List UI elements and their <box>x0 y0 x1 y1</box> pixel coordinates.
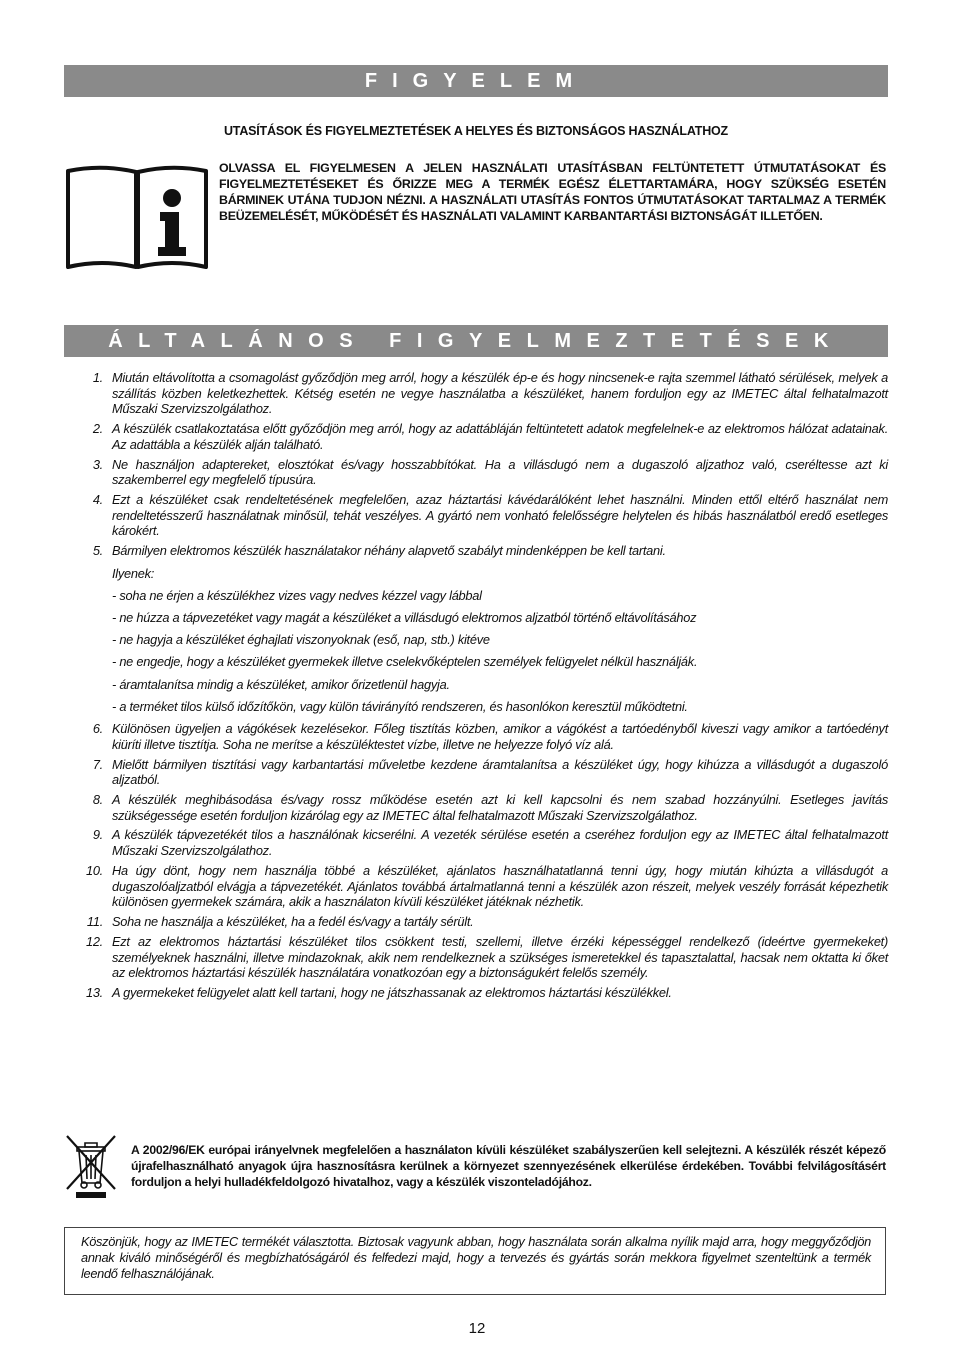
list-item <box>64 421 888 452</box>
item-text: A készülék tápvezetékét tilos a használónak kicserélni. A vezeték sérülése esetén a cseréhez forduljon egy az IMETEC által felhatalmazott Műszaki Szervizszolgálathoz. <box>112 827 888 859</box>
list-item <box>64 985 888 1001</box>
list-item <box>64 934 888 981</box>
item-number: 8. <box>92 792 103 807</box>
item-text: Ne használjon adaptereket, elosztókat és/vagy hosszabbítókat. Ha a villásdugó nem a dugaszoló aljzathoz való, cseréltesse azt ki szakemberrel egy megfelelő típusúra. <box>112 456 888 488</box>
list-item <box>64 721 888 752</box>
sub-list-item: - soha ne érjen a készülékhez vizes vagy nedves kézzel vagy lábbal <box>112 587 482 603</box>
item-number: 2. <box>92 421 103 437</box>
sub-list-item: - a terméket tilos külső időzítőkön, vagy külön távirányító rendszeren, és hasonlókon keresztül működtetni. <box>112 698 688 714</box>
item-number: 10. <box>85 862 103 878</box>
item-number: 4. <box>92 492 103 508</box>
header-general-warnings-text: ÁLTALÁNOS FIGYELMEZTETÉSEK <box>108 329 844 352</box>
info-manual-icon <box>64 163 210 271</box>
page-number: 12 <box>468 1320 486 1337</box>
subtitle: UTASÍTÁSOK ÉS FIGYELMEZTETÉSEK A HELYES ÉS BIZTONSÁGOS HASZNÁLATHOZ <box>223 124 728 138</box>
item-number: 1. <box>92 370 103 385</box>
sub-list-intro: Ilyenek: <box>112 565 155 581</box>
intro-paragraph: OLVASSA EL FIGYELMESEN A JELEN HASZNÁLATI UTASÍTÁSBAN FELTÜNTETETT ÚTMUTATÁSOKAT ÉS FIGYELMEZTETÉSEKET ÉS ŐRIZZE MEG A TERMÉK EGÉSZ ÉLETTARTAMÁRA, HOGY SZÜKSÉG ESETÉN BÁRMINEK UTÁNA TUDJON NÉZNI. A HASZNÁLATI UTASÍTÁS FONTOS ÚTMUTATÁSOKAT TARTALMAZ A TERMÉK BEÜZEMELÉSÉT, MŰKÖDÉSÉT ÉS HASZNÁLATI VALAMINT KARBANTARTÁSI BIZTONSÁGÁT ILLETŐEN. <box>219 161 886 223</box>
list-item <box>64 863 888 910</box>
sub-list-item: - ne hagyja a készüléket éghajlati viszonyoknak (eső, nap, stb.) kitéve <box>112 632 490 648</box>
header-figyelem-text: FIGYELEM <box>364 69 588 92</box>
item-text: A készülék csatlakoztatása előtt győződjön meg arról, hogy az adattábláján feltüntetett adatok megfelelnek-e az elektromos hálózat adatainak. Az adattábla a készülék alján található. <box>112 421 888 452</box>
thank-you-text: Köszönjük, hogy az IMETEC termékét választotta. Biztosak vagyunk abban, hogy használata során alkalma nyílik majd arra, hogy meggyőződjön annak kiváló minőségéről és megbízhatóságáról és felfedezi majd, hogy a tervezés és gyártás során mekkora figyelmet szenteltünk a termék leendő felhasználójának. <box>81 1234 871 1282</box>
item-text: Ezt a készüléket csak rendeltetésének megfelelően, azaz háztartási kávédarálóként lehet használni. Minden ettől eltérő használat nem rendeltetésszerű használatnak minősül, tehát veszélyes. A gyártó nem vonható felelősségre helytelen és hibás használatból eredő esetleges károkért. <box>112 492 888 539</box>
thank-you-box <box>64 1227 886 1295</box>
item-number: 11. <box>86 914 103 930</box>
sub-list-item: - ne engedje, hogy a készüléket gyermekek illetve cselekvőképtelen személyek felügyelet nélkül használják. <box>112 654 698 670</box>
list-item <box>64 370 888 417</box>
item-number: 12. <box>85 933 103 949</box>
list-item <box>64 914 888 930</box>
list-item <box>64 492 888 539</box>
item-number: 13. <box>85 985 103 1001</box>
item-text: A készülék meghibásodása és/vagy rossz működése esetén azt ki kell kapcsolni és nem szabad hozzányúlni. Esetleges javítás szükségessége esetén forduljon kizárólag egy az IMETEC által felhatalmazott Műszaki Szervizszolgálathoz. <box>112 792 888 823</box>
sub-list <box>112 566 888 715</box>
item-text: Ezt az elektromos háztartási készüléket tilos csökkent testi, szellemi, illetve érzéki képességgel rendelkező (ideértve gyermekeket) személyeknek használni, illetve mindazoknak, akik nem rendelkeznek a szükséges ismeretekkel és tapasztalattal, hacsak nem oktatta ki őket az elektromos háztartási készülék használatára vonatkozóan egy a biztonságukért felelős személy. <box>112 933 888 981</box>
list-item <box>64 757 888 788</box>
item-text: Miután eltávolította a csomagolást győződjön meg arról, hogy a készülék ép-e és hogy nincsenek-e rajta szemmel látható sérülések, melyek a szállítás közben keletkezhettek. Kétség esetén ne vegye használatba a készüléket, hanem forduljon egy az IMETEC által felhatalmazott Műszaki Szervizszolgálathoz. <box>112 370 888 417</box>
item-text: Soha ne használja a készüléket, ha a fedél és/vagy a tartály sérült. <box>112 914 474 930</box>
list-item <box>64 543 888 714</box>
item-number: 5. <box>92 543 103 559</box>
crossed-out-bin-icon <box>64 1133 118 1199</box>
sub-list-item: - áramtalanítsa mindig a készüléket, amikor őrizetlenül hagyja. <box>112 676 450 692</box>
item-text: A gyermekeket felügyelet alatt kell tartani, hogy ne játszhassanak az elektromos háztartási készülékkel. <box>112 985 672 1001</box>
warnings-list <box>64 370 888 1005</box>
item-text: Ha úgy dönt, hogy nem használja többé a készüléket, ajánlatos használhatatlanná tenni úgy, hogy miután kihúzta a villásdugót a dugaszolóaljzatból elvágja a tápvezetékét. Ajánlatos továbbá ártalmatlanná tenni a készülék azon részeit, melyek veszély forrását képezhetik különösen gyermekek számára, akik a használaton kívüli készüléket játéknak nézhetik. <box>112 862 888 910</box>
list-item <box>64 457 888 488</box>
item-text: Bármilyen elektromos készülék használatakor néhány alapvető szabályt mindenképpen be kell tartani. <box>112 543 666 559</box>
list-item <box>64 827 888 858</box>
item-text: Mielőtt bármilyen tisztítási vagy karbantartási műveletbe kezdene áramtalanítsa a készüléket úgy, hogy kihúzza a villásdugót a dugaszoló aljzatból. <box>112 756 888 788</box>
item-number: 6. <box>92 721 103 737</box>
weee-disposal-notice: A 2002/96/EK európai irányelvnek megfelelően a használaton kívüli készüléket szabályszerűen kell selejtezni. A készülék részét képező újrafelhasználható anyagok újra hasznosításra kerülnek a környezet szennyezésének elkerülése érdekében. További felvilágosításért forduljon a helyi hulladékfeldolgozó hivatalhoz, vagy a készülék viszonteladójához. <box>131 1143 886 1189</box>
item-number: 9. <box>92 827 103 843</box>
item-number: 7. <box>92 756 103 772</box>
header-figyelem <box>64 65 888 97</box>
sub-list-item: - ne húzza a tápvezetéket vagy magát a készüléket a villásdugó elektromos aljzatból történő eltávolításához <box>112 610 697 626</box>
item-text: Különösen ügyeljen a vágókések kezelésekor. Főleg tisztítás közben, amikor a vágókést a tartóedényből kiveszi vagy amikor a tartóedényt kiüríti illetve tisztítja. Soha ne merítse a készüléktestet vízbe, illetve ne helyezze folyó víz alá. <box>112 721 888 752</box>
list-item <box>64 792 888 823</box>
header-general-warnings <box>64 325 888 357</box>
item-number: 3. <box>92 456 103 472</box>
